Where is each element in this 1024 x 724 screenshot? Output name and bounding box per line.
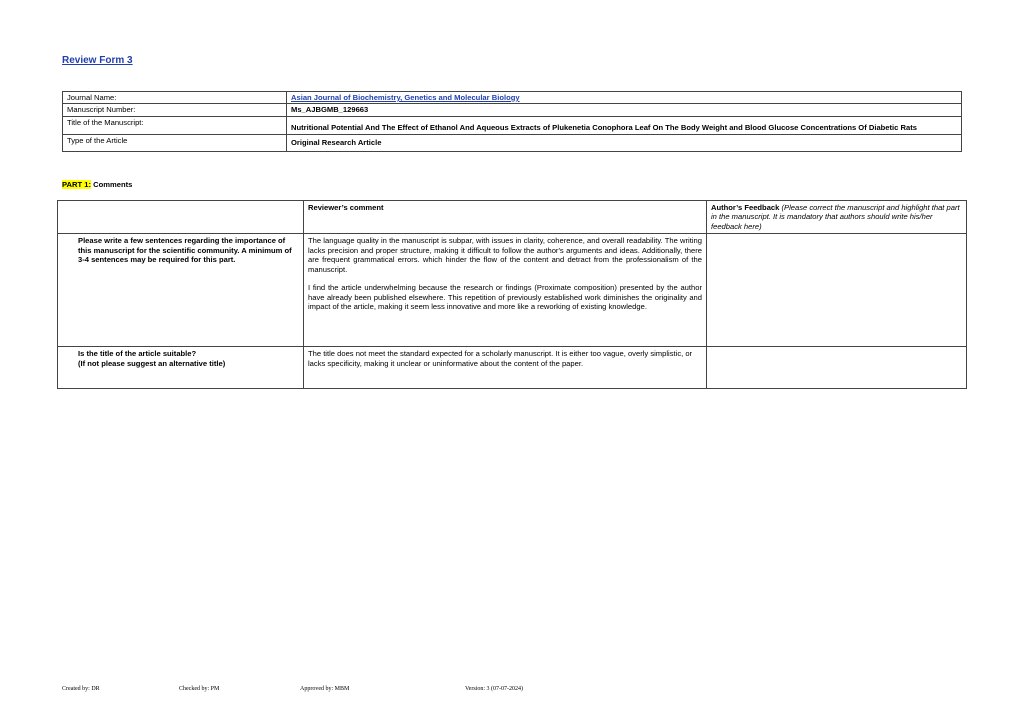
- footer-version: Version: 3 (07-07-2024): [465, 686, 523, 692]
- reviewer-comment-importance: [304, 234, 707, 347]
- comment-paragraph: The language quality in the manuscript is subpar, with issues in clarity, coherence, and overall readability. The writing lacks precision and proper structure, making it difficult to follow the author's arguments and ideas. Additionally, there are frequent grammatical errors. which hinder the flow of the content and detract from the professionalism of the manuscript.: [308, 236, 702, 274]
- manuscript-title-value: Nutritional Potential And The Effect of Ethanol And Aqueous Extracts of Plukenetia Conophora Leaf On The Body Weight and Blood Glucose Concentrations Of Diabetic Rats: [287, 116, 962, 134]
- author-feedback-importance[interactable]: [707, 234, 967, 347]
- article-type-value: Original Research Article: [287, 135, 962, 151]
- journal-row: [63, 92, 962, 104]
- manuscript-info-table: [62, 91, 962, 152]
- manuscript-title-row: [63, 116, 962, 134]
- manuscript-number-row: [63, 104, 962, 116]
- article-type-label: Type of the Article: [63, 135, 287, 151]
- manuscript-number-value: Ms_AJBGMB_129663: [287, 104, 962, 116]
- question-title-suitable: Is the title of the article suitable? (If not please suggest an alternative title): [58, 347, 304, 389]
- journal-value-cell: [287, 92, 962, 104]
- table-row: [58, 234, 967, 347]
- footer-checked-by: Checked by: PM: [179, 686, 220, 692]
- question-importance: Please write a few sentences regarding the importance of this manuscript for the scientific community. A minimum of 3-4 sentences may be required for this part.: [58, 234, 304, 347]
- author-feedback-header-note: (Please correct the manuscript and highlight that part in the manuscript. It is mandatory that authors should write his/her feedback here): [711, 203, 960, 231]
- comments-table: [57, 200, 967, 389]
- reviewer-comment-header: Reviewer’s comment: [304, 201, 707, 234]
- part-label: Comments: [90, 180, 133, 189]
- reviewer-comment-title: [304, 347, 707, 389]
- footer-approved-by: Approved by: MBM: [300, 686, 350, 692]
- manuscript-title-label: Title of the Manuscript:: [63, 116, 287, 134]
- table-row: [58, 347, 967, 389]
- header-empty-cell: [58, 201, 304, 234]
- part-number: PART 1:: [62, 180, 91, 189]
- comment-paragraph: The title does not meet the standard expected for a scholarly manuscript. It is either too vague, overly simplistic, or lacks specificity, making it unclear or uninformative about the content of the paper.: [308, 349, 693, 368]
- article-type-row: [63, 135, 962, 151]
- journal-label: Journal Name:: [63, 92, 287, 104]
- part-heading: [62, 180, 132, 189]
- form-title: Review Form 3: [62, 55, 133, 66]
- journal-link[interactable]: Asian Journal of Biochemistry, Genetics and Molecular Biology: [291, 93, 520, 102]
- comments-header-row: [58, 201, 967, 234]
- author-feedback-header-title: Author’s Feedback: [711, 203, 780, 212]
- author-feedback-title[interactable]: [707, 347, 967, 389]
- manuscript-number-label: Manuscript Number:: [63, 104, 287, 116]
- comment-paragraph: I find the article underwhelming because the research or findings (Proximate composition) presented by the author have already been published elsewhere. This repetition of previously established work diminishes the originality and impact of the article, making it seem less innovative and more like a reworking of existing knowledge.: [308, 283, 702, 312]
- author-feedback-header: [707, 201, 967, 234]
- footer-created-by: Created by: DR: [62, 686, 100, 692]
